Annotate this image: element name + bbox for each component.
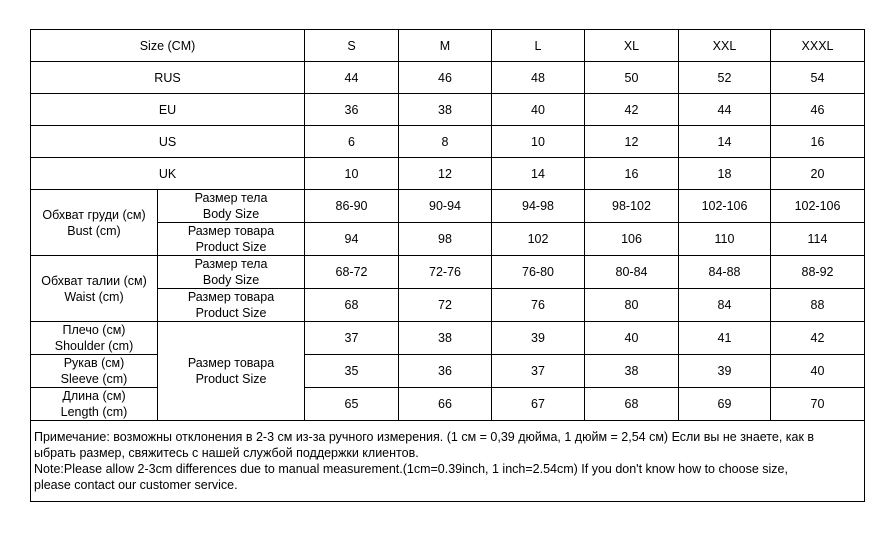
product-size-label-ru: Размер товара xyxy=(187,290,275,304)
table-cell: 94-98 xyxy=(492,190,585,223)
table-cell: 72-76 xyxy=(399,256,492,289)
table-cell: 16 xyxy=(585,158,679,190)
table-cell: 98 xyxy=(399,223,492,256)
table-row-shoulder xyxy=(31,322,865,355)
row-label-uk: UK xyxy=(31,158,305,190)
size-header-xxxl: XXXL xyxy=(771,30,865,62)
table-cell: 98-102 xyxy=(585,190,679,223)
table-cell: 10 xyxy=(305,158,399,190)
table-cell: 52 xyxy=(679,62,771,94)
table-cell: 46 xyxy=(399,62,492,94)
table-cell: 114 xyxy=(771,223,865,256)
product-size-group-label-ru: Размер товара xyxy=(187,356,275,370)
product-size-label xyxy=(158,289,305,322)
table-cell: 14 xyxy=(492,158,585,190)
table-cell: 6 xyxy=(305,126,399,158)
table-row-uk xyxy=(31,158,865,190)
sleeve-label xyxy=(31,355,158,388)
table-row-bust-body xyxy=(31,190,865,223)
shoulder-label-en: Shoulder (cm) xyxy=(54,339,134,353)
table-cell: 44 xyxy=(305,62,399,94)
table-cell: 40 xyxy=(585,322,679,355)
table-cell: 37 xyxy=(492,355,585,388)
table-cell: 16 xyxy=(771,126,865,158)
product-size-label xyxy=(158,223,305,256)
table-cell: 12 xyxy=(585,126,679,158)
note-row xyxy=(31,421,865,502)
table-cell: 38 xyxy=(399,94,492,126)
table-cell: 65 xyxy=(305,388,399,421)
row-label-rus: RUS xyxy=(31,62,305,94)
note-en-line-1: Note:Please allow 2-3cm differences due to manual measurement.(1cm=0.39inch, 1 inch=2.54cm) If you don't know how to choose size, xyxy=(34,462,788,476)
length-label-ru: Длина (см) xyxy=(62,389,126,403)
table-cell: 42 xyxy=(585,94,679,126)
table-cell: 46 xyxy=(771,94,865,126)
size-header-l: L xyxy=(492,30,585,62)
size-header-m: M xyxy=(399,30,492,62)
table-cell: 72 xyxy=(399,289,492,322)
table-cell: 76-80 xyxy=(492,256,585,289)
table-row-waist-body xyxy=(31,256,865,289)
table-row-sleeve xyxy=(31,355,865,388)
table-cell: 80 xyxy=(585,289,679,322)
size-cm-header: Size (CM) xyxy=(31,30,305,62)
table-row-rus xyxy=(31,62,865,94)
table-cell: 35 xyxy=(305,355,399,388)
table-cell: 39 xyxy=(679,355,771,388)
note-ru-line-1: Примечание: возможны отклонения в 2-3 см из-за ручного измерения. (1 см = 0,39 дюйма, 1 дюйм = 2,54 см) Если вы не знаете, как в xyxy=(34,430,815,444)
table-cell: 106 xyxy=(585,223,679,256)
table-cell: 36 xyxy=(399,355,492,388)
table-row-eu xyxy=(31,94,865,126)
body-size-label-en: Body Size xyxy=(202,273,260,287)
table-cell: 50 xyxy=(585,62,679,94)
table-cell: 70 xyxy=(771,388,865,421)
product-size-label-ru: Размер товара xyxy=(187,224,275,238)
product-size-group-label-en: Product Size xyxy=(195,372,267,386)
length-label-en: Length (cm) xyxy=(60,405,128,419)
size-header-s: S xyxy=(305,30,399,62)
measurement-note xyxy=(31,421,865,502)
table-cell: 66 xyxy=(399,388,492,421)
table-cell: 68 xyxy=(585,388,679,421)
table-cell: 48 xyxy=(492,62,585,94)
header-row xyxy=(31,30,865,62)
table-cell: 102-106 xyxy=(771,190,865,223)
sleeve-label-en: Sleeve (cm) xyxy=(60,372,128,386)
table-cell: 54 xyxy=(771,62,865,94)
row-label-us: US xyxy=(31,126,305,158)
product-size-group-label xyxy=(158,322,305,421)
product-size-label-en: Product Size xyxy=(195,306,267,320)
shoulder-label-ru: Плечо (см) xyxy=(62,323,126,337)
body-size-label-en: Body Size xyxy=(202,207,260,221)
table-cell: 84 xyxy=(679,289,771,322)
table-cell: 80-84 xyxy=(585,256,679,289)
table-cell: 38 xyxy=(399,322,492,355)
table-cell: 8 xyxy=(399,126,492,158)
body-size-label xyxy=(158,256,305,289)
body-size-label-ru: Размер тела xyxy=(194,257,268,271)
row-label-eu: EU xyxy=(31,94,305,126)
product-size-label-en: Product Size xyxy=(195,240,267,254)
table-cell: 94 xyxy=(305,223,399,256)
table-cell: 44 xyxy=(679,94,771,126)
shoulder-label xyxy=(31,322,158,355)
bust-label-en: Bust (cm) xyxy=(67,223,121,238)
table-cell: 41 xyxy=(679,322,771,355)
body-size-label xyxy=(158,190,305,223)
table-cell: 67 xyxy=(492,388,585,421)
table-row-us xyxy=(31,126,865,158)
table-cell: 88 xyxy=(771,289,865,322)
table-cell: 68-72 xyxy=(305,256,399,289)
table-cell: 10 xyxy=(492,126,585,158)
table-cell: 42 xyxy=(771,322,865,355)
table-cell: 88-92 xyxy=(771,256,865,289)
table-cell: 39 xyxy=(492,322,585,355)
waist-label-ru: Обхват талии (см) xyxy=(41,273,147,288)
table-cell: 76 xyxy=(492,289,585,322)
bust-label xyxy=(31,190,158,256)
table-row-length xyxy=(31,388,865,421)
table-cell: 37 xyxy=(305,322,399,355)
table-cell: 36 xyxy=(305,94,399,126)
table-cell: 20 xyxy=(771,158,865,190)
table-cell: 90-94 xyxy=(399,190,492,223)
length-label xyxy=(31,388,158,421)
table-cell: 18 xyxy=(679,158,771,190)
body-size-label-ru: Размер тела xyxy=(194,191,268,205)
note-en-line-2: please contact our customer service. xyxy=(34,478,238,492)
table-cell: 110 xyxy=(679,223,771,256)
waist-label xyxy=(31,256,158,322)
waist-label-en: Waist (cm) xyxy=(64,289,124,304)
table-cell: 102 xyxy=(492,223,585,256)
table-cell: 40 xyxy=(771,355,865,388)
size-chart-table xyxy=(30,29,865,502)
table-cell: 40 xyxy=(492,94,585,126)
table-cell: 69 xyxy=(679,388,771,421)
size-header-xxl: XXL xyxy=(679,30,771,62)
table-cell: 68 xyxy=(305,289,399,322)
table-cell: 14 xyxy=(679,126,771,158)
table-cell: 102-106 xyxy=(679,190,771,223)
sleeve-label-ru: Рукав (см) xyxy=(63,356,125,370)
table-cell: 38 xyxy=(585,355,679,388)
table-cell: 12 xyxy=(399,158,492,190)
table-cell: 86-90 xyxy=(305,190,399,223)
table-cell: 84-88 xyxy=(679,256,771,289)
note-ru-line-2: ыбрать размер, свяжитесь с нашей службой поддержки клиентов. xyxy=(34,446,419,460)
size-header-xl: XL xyxy=(585,30,679,62)
bust-label-ru: Обхват груди (см) xyxy=(42,207,146,222)
